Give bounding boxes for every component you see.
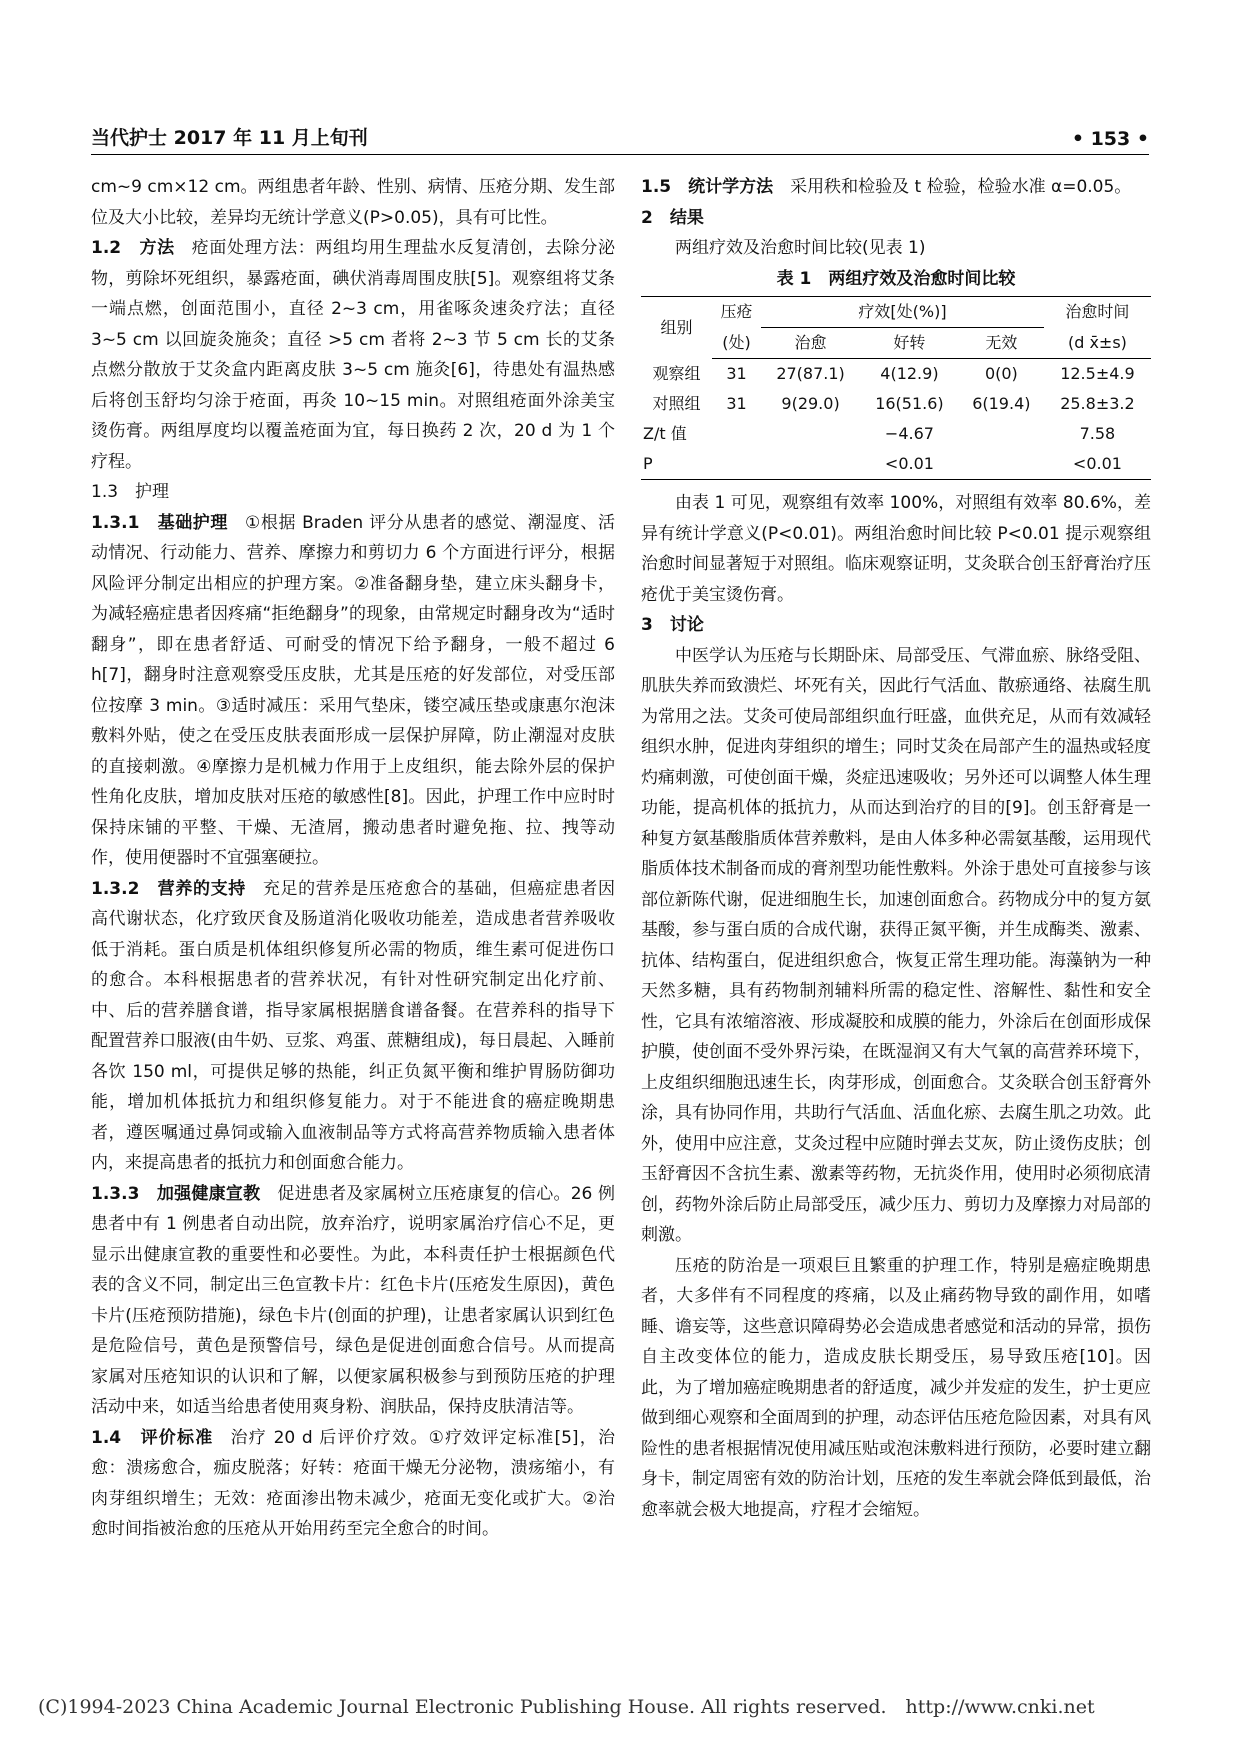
- header-cell: 疗效[处(%)]: [761, 297, 1044, 328]
- table-cell: P: [641, 449, 712, 480]
- section-body: 疮面处理方法：两组均用生理盐水反复清创，去除分泌物，剪除坏死组织，暴露疮面，碘伏消毒周围皮肤[5]。观察组将艾条一端点燃，创面范围小，直径 2~3 cm，用雀啄灸速灸疗法；直径 3~5 cm 以回旋灸施灸；直径 >5 cm 者将 2~3 节 5 cm 长的艾条点燃分散放于艾灸盒内距离皮肤 3~5 cm 施灸[6]，待患处有温热感后将创玉舒均匀涂于疮面，再灸 10~15 min。对照组疮面外涂美宝烫伤膏。两组厚度均以覆盖疮面为宜，每日换药 2 次，20 d 为 1 个疗程。: [91, 238, 615, 472]
- section-heading: 1.3.3 加强健康宣教: [91, 1183, 261, 1204]
- results-intro: 两组疗效及治愈时间比较(见表 1): [675, 238, 926, 258]
- journal-title: 当代护士 2017 年 11 月上旬刊: [91, 127, 368, 149]
- section-heading: 1.3.2 营养的支持: [91, 878, 246, 899]
- table-cell: 27(87.1): [776, 364, 845, 383]
- section-heading: 1.2 方法: [91, 238, 175, 258]
- results-table: [641, 296, 1151, 480]
- header-cell: 治愈: [761, 328, 860, 359]
- header-cell: 治愈时间: [1044, 297, 1151, 328]
- section-1-5: [641, 172, 1151, 203]
- header-cell: 压疮: [712, 297, 761, 328]
- table-row: [641, 359, 1151, 390]
- table-row: [641, 449, 1151, 480]
- left-column: [91, 172, 615, 1545]
- table-cell: 对照组: [652, 394, 701, 413]
- section-body: 治疗 20 d 后评价疗效。①疗效评定标准[5]，治愈：溃疡愈合，痂皮脱落；好转：疮面干燥无分泌物，溃疡缩小，有肉芽组织增生；无效：疮面渗出物未减少，疮面无变化或扩大。②治愈时间指被治愈的压疮从开始用药至完全愈合的时间。: [91, 1427, 615, 1539]
- copyright-footer: (C)1994-2023 China Academic Journal Electronic Publishing House. All rights reserved. http://www.cnki.net: [38, 1696, 1095, 1718]
- page-number: • 153 •: [1071, 128, 1149, 150]
- table-cell: <0.01: [860, 449, 959, 480]
- section-body: 采用秩和检验及 t 检验，检验水准 α=0.05。: [790, 177, 1132, 197]
- table-cell: [761, 419, 860, 449]
- table-cell: [761, 449, 860, 480]
- discussion-paragraph: 压疮的防治是一项艰巨且繁重的护理工作，特别是癌症晚期患者，大多伴有不同程度的疼痛，以及止痛药物导致的副作用，如嗜睡、谵妄等，这些意识障碍势必会造成患者感觉和活动的异常，损伤自主改变体位的能力，造成皮肤长期受压，易导致压疮[10]。因此，为了增加癌症晚期患者的舒适度，减少并发症的发生，护士更应做到细心观察和全面周到的护理，动态评估压疮危险因素，对具有风险性的患者根据情况使用减压贴或泡沫敷料进行预防，必要时建立翻身卡，制定周密有效的防治计划，压疮的发生率就会降低到最低，治愈率就会极大地提高，疗程才会缩短。: [641, 1255, 1151, 1520]
- section-heading: 2 结果: [641, 207, 704, 228]
- section-heading: 1.5 统计学方法: [641, 177, 774, 197]
- section-1-3-2: [91, 874, 615, 1179]
- table-cell: 25.8±3.2: [1060, 394, 1135, 413]
- table-cell: [959, 419, 1044, 449]
- table-cell: 16(51.6): [875, 394, 944, 413]
- section-body: 充足的营养是压疮愈合的基础，但癌症患者因高代谢状态，化疗致厌食及肠道消化吸收功能差，造成患者营养吸收低于消耗。蛋白质是机体组织修复所必需的物质，维生素可促进伤口的愈合。本科根据患者的营养状况，有针对性研究制定出化疗前、中、后的营养膳食谱，指导家属根据膳食谱备餐。在营养科的指导下配置营养口服液(由牛奶、豆浆、鸡蛋、蔗糖组成)，每日晨起、入睡前各饮 150 ml，可提供足够的热能，纠正负氮平衡和维护胃肠防御功能，增加机体抵抗力和组织修复能力。对于不能进食的癌症晚期患者，遵医嘱通过鼻饲或输入血液制品等方式将高营养物质输入患者体内，来提高患者的抵抗力和创面愈合能力。: [91, 878, 616, 1173]
- section-1-3-1: [91, 508, 615, 874]
- paragraph: cm~9 cm×12 cm。两组患者年龄、性别、病情、压疮分期、发生部位及大小比较，差异均无统计学意义(P>0.05)，具有可比性。: [91, 177, 615, 228]
- section-heading: 1.4 评价标准: [91, 1427, 214, 1448]
- table-cell: 31: [726, 364, 747, 383]
- table-cell: 6(19.4): [972, 394, 1031, 413]
- section-body: ①根据 Braden 评分从患者的感觉、潮湿度、活动情况、行动能力、营养、摩擦力和剪切力 6 个方面进行评分，根据风险评分制定出相应的护理方案。②准备翻身垫，建立床头翻身卡，为减轻癌症患者因疼痛“拒绝翻身”的现象，由常规定时翻身改为“适时翻身”，即在患者舒适、可耐受的情况下给予翻身，一般不超过 6 h[7]，翻身时注意观察受压皮肤，尤其是压疮的好发部位，对受压部位按摩 3 min。③适时减压：采用气垫床，镂空减压垫或康惠尔泡沫敷料外贴，使之在受压皮肤表面形成一层保护屏障，防止潮湿对皮肤的直接刺激。④摩擦力是机械力作用于上皮组织，能去除外层的保护性角化皮肤，增加皮肤对压疮的敏感性[8]。因此，护理工作中应时时保持床铺的平整、干燥、无渣屑，搬动患者时避免拖、拉、拽等动作，使用便器时不宜强塞硬拉。: [91, 512, 615, 868]
- table-cell: 4(12.9): [880, 364, 939, 383]
- table-cell: [712, 419, 761, 449]
- header-cell: (处): [712, 328, 761, 359]
- table-cell: 7.58: [1079, 424, 1116, 443]
- table-row: [641, 419, 1151, 449]
- header-cell: 无效: [959, 328, 1044, 359]
- table-cell: <0.01: [1044, 449, 1151, 480]
- section-heading: 1.3 护理: [91, 482, 170, 502]
- table-cell: 0(0): [984, 364, 1018, 383]
- table-cell: −4.67: [884, 424, 934, 443]
- section-heading: 3 讨论: [641, 615, 704, 635]
- table-header-row: [641, 297, 1151, 328]
- section-1-4: [91, 1423, 615, 1545]
- running-header: [91, 121, 1149, 155]
- table-cell: 9(29.0): [781, 394, 840, 413]
- header-cell: (d x̄±s): [1044, 328, 1151, 359]
- table-header-row: [641, 328, 1151, 359]
- header-cell: 好转: [860, 328, 959, 359]
- section-1-3-3: [91, 1179, 615, 1423]
- table-cell: 31: [726, 394, 747, 413]
- discussion-paragraph: 中医学认为压疮与长期卧床、局部受压、气滞血瘀、脉络受阻、肌肤失养而致溃烂、坏死有关，因此行气活血、散瘀通络、祛腐生肌为常用之法。艾灸可使局部组织血行旺盛，血供充足，从而有效减轻组织水肿，促进肉芽组织的增生；同时艾灸在局部产生的温热或轻度灼痛刺激，可使创面干燥，炎症迅速吸收；另外还可以调整人体生理功能，提高机体的抵抗力，从而达到治疗的目的[9]。创玉舒膏是一种复方氨基酸脂质体营养敷料，是由人体多种必需氨基酸，运用现代脂质体技术制备而成的膏剂型功能性敷料。外涂于患处可直接参与该部位新陈代谢，促进细胞生长，加速创面愈合。药物成分中的复方氨基酸，参与蛋白质的合成代谢，获得正氮平衡，并生成酶类、激素、抗体、结构蛋白，促进组织愈合，恢复正常生理功能。海藻钠为一种天然多糖，具有药物制剂辅料所需的稳定性、溶解性、黏性和安全性，它具有浓缩溶液、形成凝胶和成膜的能力，外涂后在创面形成保护膜，使创面不受外界污染，在既湿润又有大气氧的高营养环境下，上皮组织细胞迅速生长，肉芽形成，创面愈合。艾灸联合创玉舒膏外涂，具有协同作用，共助行气活血、活血化瘀、去腐生肌之功效。此外，使用中应注意，艾灸过程中应随时弹去艾灰，防止烫伤皮肤；创玉舒膏因不含抗生素、激素等药物，无抗炎作用，使用时必须彻底清创，药物外涂后防止局部受压，减少压力、剪切力及摩擦力对局部的刺激。: [641, 645, 1151, 1245]
- header-cell: 组别: [641, 297, 712, 359]
- table-cell: 12.5±4.9: [1060, 364, 1135, 383]
- table-caption: 表 1 两组疗效及治愈时间比较: [776, 268, 1016, 289]
- section-heading: 1.3.1 基础护理: [91, 512, 229, 533]
- section-body: 促进患者及家属树立压疮康复的信心。26 例患者中有 1 例患者自动出院，放弃治疗，说明家属治疗信心不足，更显示出健康宣教的重要性和必要性。为此，本科责任护士根据颜色代表的含义不同，制定出三色宣教卡片：红色卡片(压疮发生原因)，黄色卡片(压疮预防措施)，绿色卡片(创面的护理)，让患者家属认识到红色是危险信号，黄色是预警信号，绿色是促进创面愈合信号。从而提高家属对压疮知识的认识和了解，以便家属积极参与到预防压疮的护理活动中来，如适当给患者使用爽身粉、润肤品，保持皮肤清洁等。: [91, 1183, 615, 1417]
- results-text: 由表 1 可见，观察组有效率 100%，对照组有效率 80.6%，差异有统计学意义(P<0.01)。两组治愈时间比较 P<0.01 提示观察组治愈时间显著短于对照组。临床观察证明，艾灸联合创玉舒膏治疗压疮优于美宝烫伤膏。: [641, 493, 1151, 605]
- table-cell: Z/t 值: [643, 424, 687, 443]
- table-cell: [712, 449, 761, 480]
- table-cell: [959, 449, 1044, 480]
- table-cell: 观察组: [652, 363, 701, 383]
- table-row: [641, 389, 1151, 419]
- section-1-2: [91, 233, 615, 477]
- right-column: [641, 172, 1151, 1525]
